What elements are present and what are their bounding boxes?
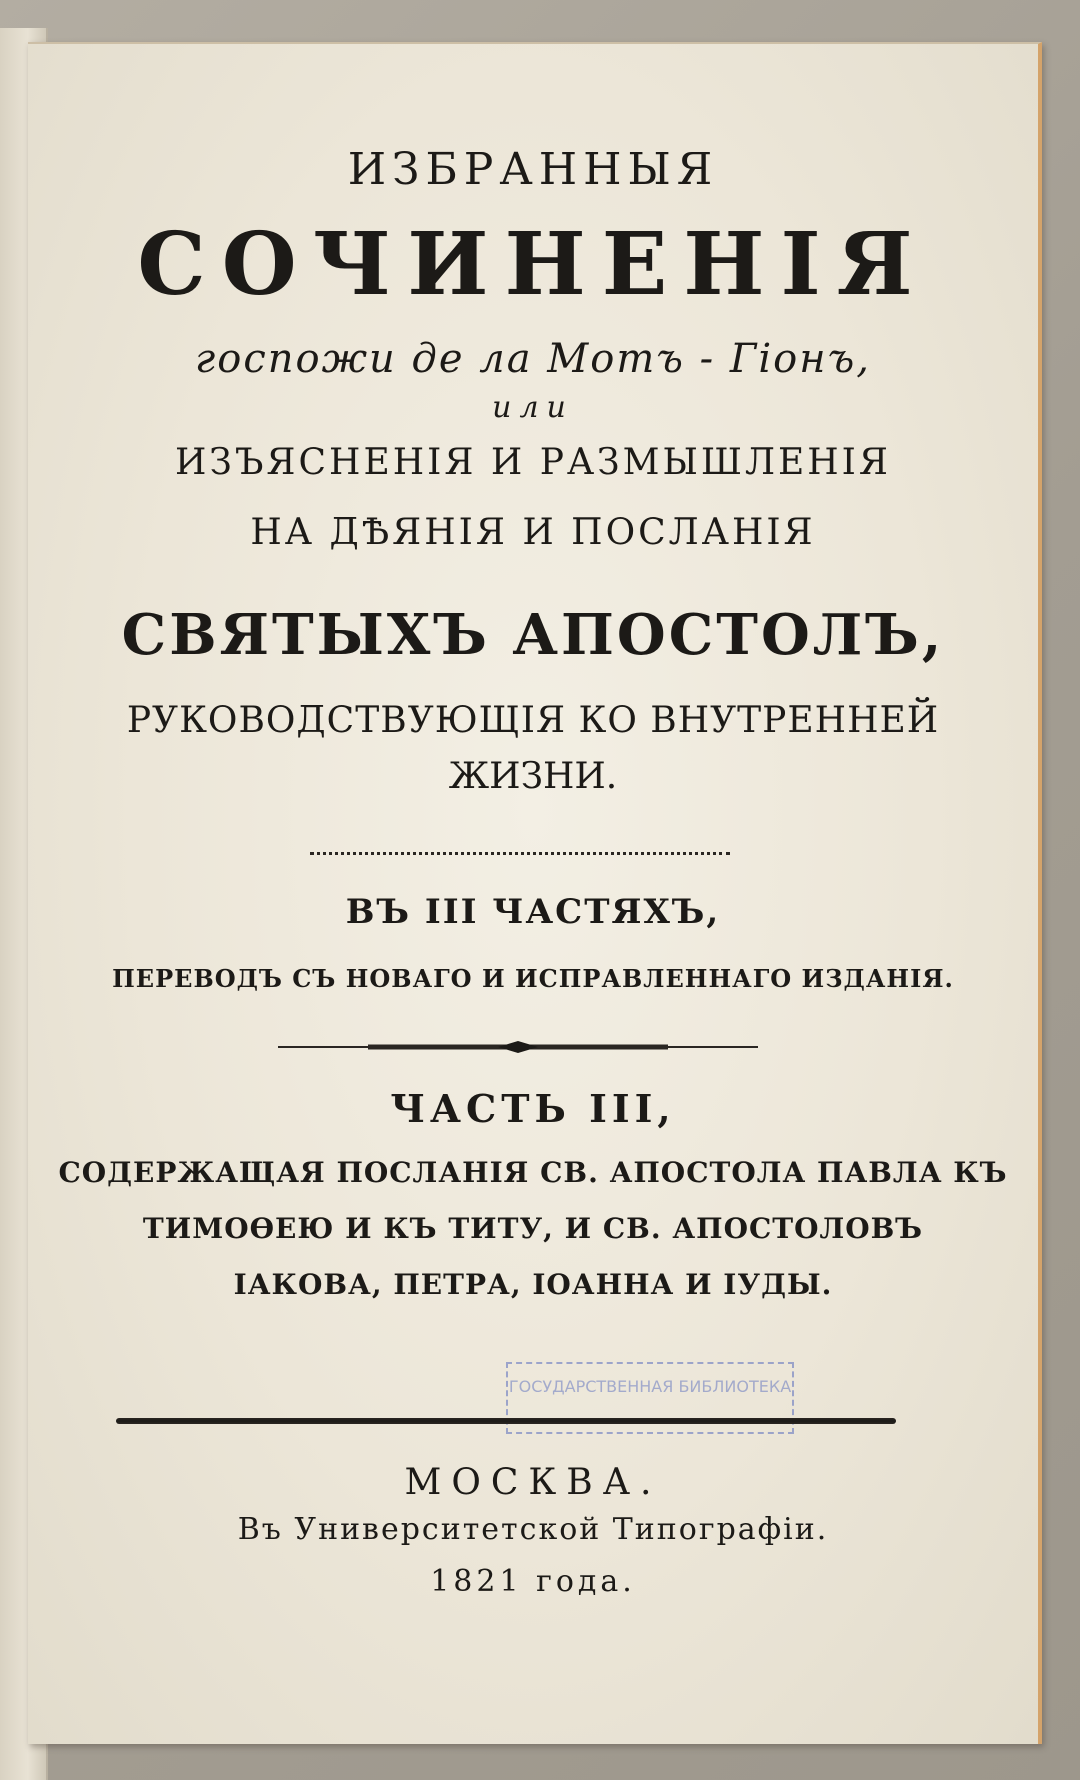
title-line-2: СОЧИНЕНІЯ (137, 214, 929, 315)
parts-count: ВЪ III ЧАСТЯХЪ, (345, 892, 721, 932)
contents-line-3: ІАКОВА, ПЕТРА, ІОАННА И ІУДЫ. (233, 1268, 833, 1301)
imprint-city: МОСКВА. (404, 1462, 662, 1503)
stamp-text: ГОСУДАРСТВЕННАЯ БИБЛИОТЕКА (508, 1377, 792, 1396)
title-page (28, 42, 1042, 1744)
dotted-rule (310, 852, 730, 855)
translation-note: ПЕРЕВОДЪ СЪ НОВАГО И ИСПРАВЛЕННАГО ИЗДАНІЯ. (112, 964, 954, 993)
subtitle-line-3: СВЯТЫХЪ АПОСТОЛЪ, (121, 602, 945, 668)
subtitle-line-5: ЖИЗНИ. (448, 756, 618, 797)
part-label: ЧАСТЬ III, (390, 1086, 676, 1131)
contents-line-2: ТИМОѲЕЮ И КЪ ТИТУ, И СВ. АПОСТОЛОВЪ (142, 1212, 924, 1245)
subtitle-line-4: РУКОВОДСТВУЮЩІЯ КО ВНУТРЕННЕЙ (126, 700, 940, 741)
subtitle-line-2: НА ДѢЯНІЯ И ПОСЛАНІЯ (250, 512, 816, 553)
thick-rule (116, 1418, 896, 1424)
title-line-1: ИЗБРАННЫЯ (347, 144, 719, 195)
imprint-printer: Въ Университетской Типографіи. (237, 1512, 829, 1547)
ornamental-rule (278, 1040, 758, 1054)
conjunction-line: или (492, 390, 574, 425)
contents-line-1: СОДЕРЖАЩАЯ ПОСЛАНІЯ СВ. АПОСТОЛА ПАВЛА КЪ (58, 1156, 1008, 1189)
author-line: госпожи де ла Мотъ - Гіонъ, (195, 336, 871, 382)
subtitle-line-1: ИЗЪЯСНЕНІЯ И РАЗМЫШЛЕНІЯ (175, 442, 891, 483)
imprint-year: 1821 года. (430, 1564, 636, 1599)
